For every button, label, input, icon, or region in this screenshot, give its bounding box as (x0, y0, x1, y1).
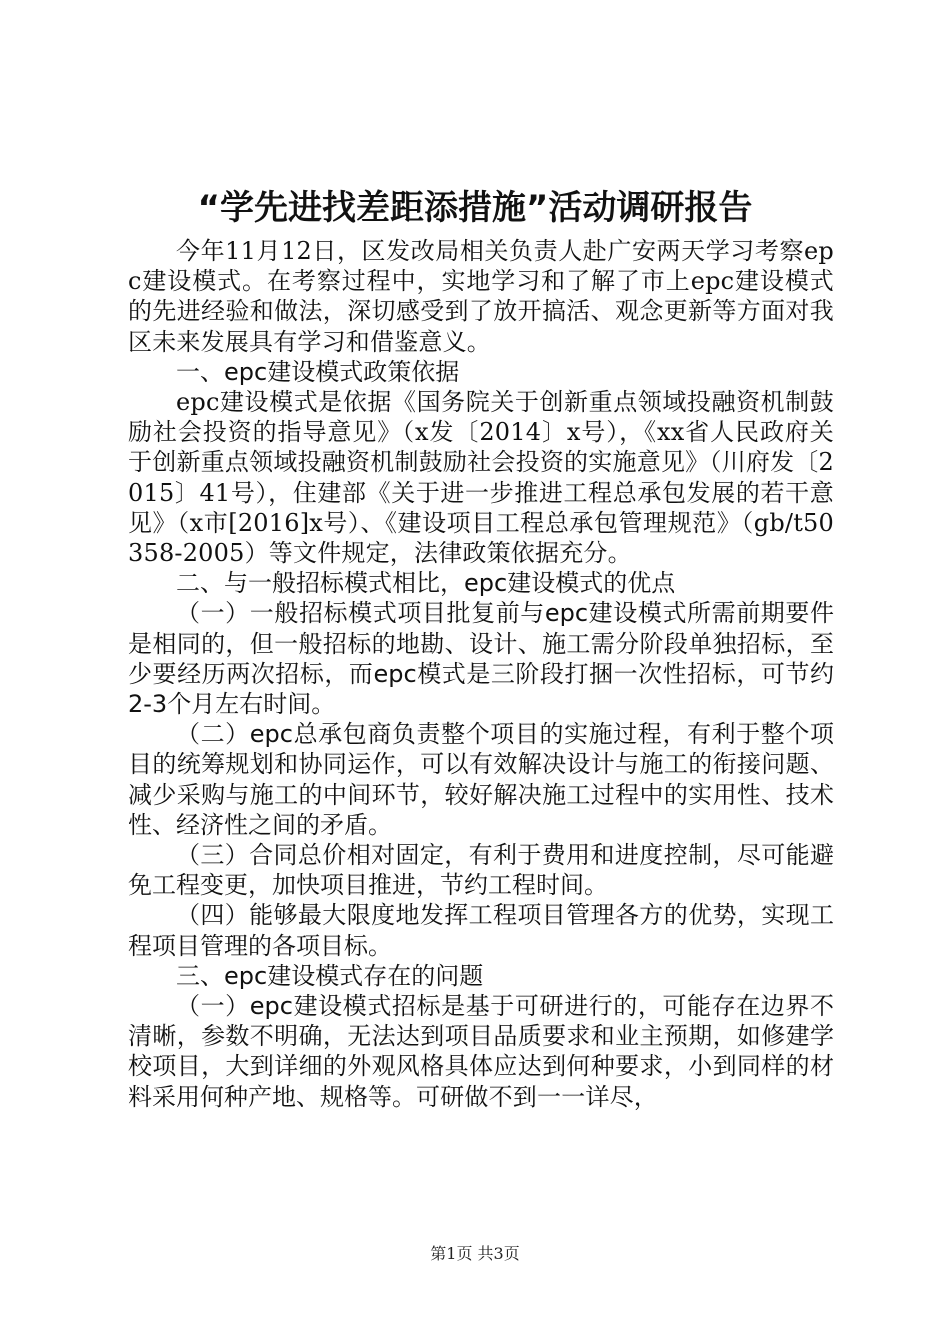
problem-paragraph-1 (128, 991, 834, 1112)
section-heading-1: 一、epc建设模式政策依据 (176, 357, 460, 386)
document-body (128, 236, 834, 1112)
section-heading-2: 二、与一般招标模式相比，epc建设模式的优点 (176, 569, 676, 598)
intro-paragraph: 今年11月12日，区发改局相关负责人赴广安两天学习考察epc建设模式。在考察过程中，实地学习和了解了市上epc建设模式的先进经验和做法，深切感受到了放开搞活、观念更新等方面对我区未来发展具有学习和借鉴意义。 (128, 237, 834, 356)
problem-paragraph-1-continuation: 可研做不到一一详尽， (416, 1082, 658, 1111)
advantage-paragraph-2: （二）epc总承包商负责整个项目的实施过程，有利于整个项目的统筹规划和协同运作，可以有效解决设计与施工的衔接问题、减少采购与施工的中间环节，较好解决施工过程中的实用性、技术性、经济性之间的矛盾。 (128, 720, 834, 839)
policy-paragraph: epc建设模式是依据《国务院关于创新重点领域投融资机制鼓励社会投资的指导意见》（x发〔2014〕x号），《xx省人民政府关于创新重点领域投融资机制鼓励社会投资的实施意见》（川府发〔2015〕41号），住建部《关于进一步推进工程总承包发展的若干意见》（x市[2016]x号）、《建设项目工程总承包管理规范》（gb/t50358-2005）等文件规定，法律政策依据充分。 (128, 388, 834, 568)
problem-paragraph-1-text: （一）epc建设模式招标是基于可研进行的，可能存在边界不清晰，参数不明确，无法达到项目品质要求和业主预期，如修建学校项目，大到详细的外观风格具体应达到何种要求，小到同样的材料采用何种产地、规格等。 (128, 992, 834, 1111)
document-title: “学先进找差距添措施”活动调研报告 (197, 188, 753, 228)
page-number-footer: 第1页 共3页 (430, 1244, 520, 1263)
advantage-paragraph-4: （四）能够最大限度地发挥工程项目管理各方的优势，实现工程项目管理的各项目标。 (128, 901, 834, 960)
advantage-paragraph-1: （一）一般招标模式项目批复前与epc建设模式所需前期要件是相同的，但一般招标的地勘、设计、施工需分阶段单独招标，至少要经历两次招标，而epc模式是三阶段打捆一次性招标，可节约2-3个月左右时间。 (128, 599, 834, 719)
section-heading-3: 三、epc建设模式存在的问题 (176, 961, 484, 990)
advantage-paragraph-3: （三）合同总价相对固定，有利于费用和进度控制，尽可能避免工程变更，加快项目推进，节约工程时间。 (128, 841, 834, 900)
